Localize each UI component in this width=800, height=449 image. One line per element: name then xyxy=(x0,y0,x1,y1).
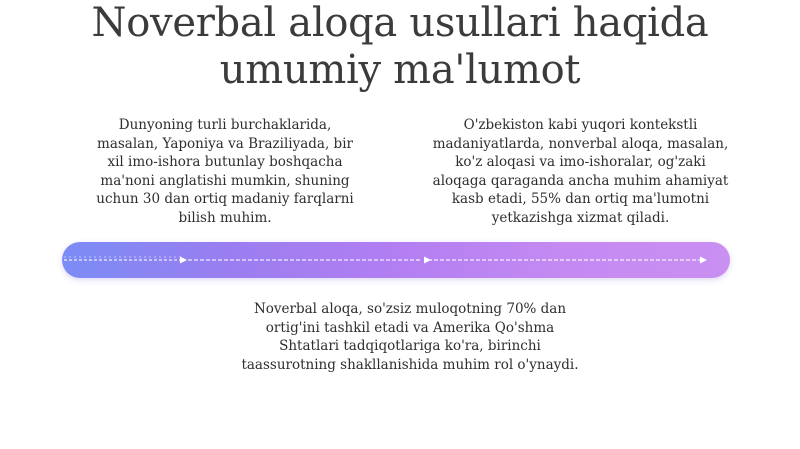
page-title xyxy=(0,0,800,94)
text-line: ko'z aloqasi va imo-ishoralar, og'zaki xyxy=(455,154,706,170)
arrow-icon xyxy=(700,257,707,264)
text-line: ma'noni anglatishi mumkin, shuning xyxy=(100,172,350,189)
text-line: masalan, Yaponiya va Braziliyada, bir xyxy=(97,135,353,152)
text-line: Dunyoning turli burchaklarida, xyxy=(118,117,332,133)
text-line: bilish muhim. xyxy=(178,209,272,226)
text-line: aloqaga qaraganda ancha muhim ahamiyat xyxy=(432,172,729,189)
text-line: uchun 30 dan ortiq madaniy farqlarni xyxy=(96,191,354,207)
arrow-icon xyxy=(180,257,187,264)
text-line: yetkazishga xizmat qiladi. xyxy=(491,209,670,226)
text-line: kasb etadi, 55% dan ortiq ma'lumotni xyxy=(451,191,710,207)
arrow-icon xyxy=(424,257,431,264)
text-line: ortig'ini tashkil etadi va Amerika Qo'shma xyxy=(265,319,555,336)
text-block-right xyxy=(418,116,743,227)
text-line: xil imo-ishora butunlay boshqacha xyxy=(107,154,343,170)
title-line-2: umumiy ma'lumot xyxy=(219,47,581,93)
text-line: O'zbekiston kabi yuqori kontekstli xyxy=(463,117,698,133)
title-line-1: Noverbal aloqa usullari haqida xyxy=(91,0,709,46)
timeline-bar xyxy=(62,242,730,278)
text-block-left xyxy=(70,116,380,227)
text-line: Shtatlari tadqiqotlariga ko'ra, birinchi xyxy=(279,338,541,354)
text-block-bottom xyxy=(200,300,620,374)
text-line: taassurotning shakllanishida muhim rol o'ynaydi. xyxy=(241,356,579,373)
timeline-arrows xyxy=(62,242,730,278)
text-line: madaniyatlarda, nonverbal aloqa, masalan, xyxy=(432,135,729,152)
text-line: Noverbal aloqa, so'zsiz muloqotning 70% dan xyxy=(253,301,567,317)
